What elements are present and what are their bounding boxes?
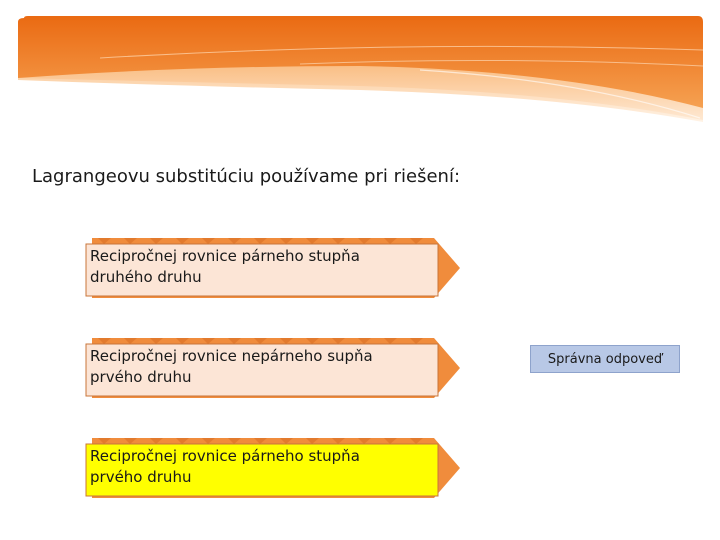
answer-label-line-1: Recipročnej rovnice párneho stupňa: [90, 247, 360, 265]
answer-label-line-1: Recipročnej rovnice párneho stupňa: [90, 447, 360, 465]
answer-label-line-1: Recipročnej rovnice nepárneho supňa: [90, 347, 373, 365]
correct-answer-button[interactable]: Správna odpoveď: [530, 345, 680, 373]
answer-label-line-2: druhého druhu: [90, 268, 202, 286]
answer-option-1[interactable]: [84, 236, 460, 298]
answer-label-line-2: prvého druhu: [90, 468, 192, 486]
answer-option-2[interactable]: [84, 336, 460, 398]
answer-label: [90, 446, 430, 488]
answer-label: [90, 246, 430, 288]
header-banner: [0, 0, 720, 140]
answer-label-line-2: prvého druhu: [90, 368, 192, 386]
answer-option-3[interactable]: [84, 436, 460, 498]
answer-label: [90, 346, 430, 388]
question-text: Lagrangeovu substitúciu používame pri riešení:: [32, 166, 461, 187]
